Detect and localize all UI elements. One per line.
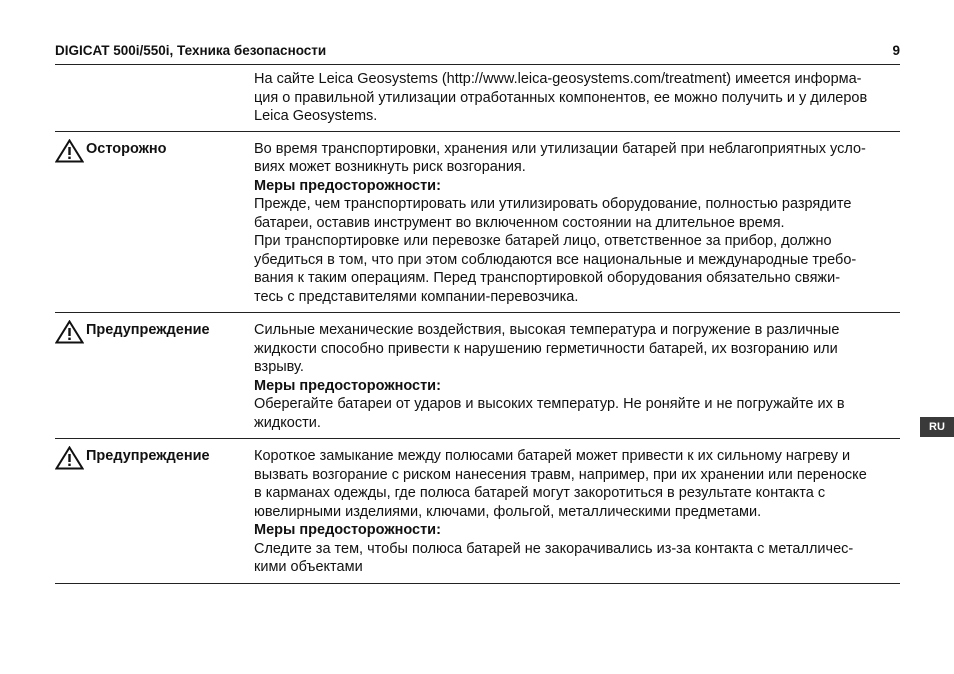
text-line: батареи, оставив инструмент во включенном состоянии на длительное время. (254, 214, 785, 231)
text-line: вания к таким операциям. Перед транспортировкой оборудования обязательно свяжи- (254, 270, 841, 286)
warning-label-text: Предупреждение (86, 322, 210, 338)
warning-row-short-circuit (55, 439, 900, 584)
text-line: Короткое замыкание между полюсами батарей может привести к их сильному нагреву и (254, 448, 851, 464)
text-line: кими объектами (254, 559, 363, 575)
intro-label-column (55, 70, 254, 126)
caution-label-text: Осторожно (86, 140, 167, 157)
warning-row-impact (55, 313, 900, 439)
warning-label (55, 447, 254, 577)
warning-label-text: Предупреждение (86, 448, 210, 464)
warning-text (254, 321, 900, 432)
measures-heading: Меры предосторожности: (254, 377, 441, 394)
text-line: Следите за тем, чтобы полюса батарей не закорачивались из-за контакта с металличес- (254, 540, 854, 557)
text-line: тесь с представителями компании-перевозчика. (254, 288, 579, 305)
warning-triangle-icon (55, 139, 84, 163)
caution-text (254, 140, 900, 307)
text-line: ция о правильной утилизации отработанных компонентов, ее можно получить и у дилеров (254, 89, 868, 106)
page-header (55, 43, 900, 58)
intro-row (55, 68, 900, 132)
caution-label (55, 140, 254, 307)
header-rule (55, 64, 900, 65)
text-line: вызвать возгорание с риском нанесения травм, например, при их хранении или переноске (254, 466, 867, 483)
intro-text (254, 70, 900, 126)
text-line: Во время транспортировки, хранения или утилизации батарей при неблагоприятных усло- (254, 140, 866, 157)
caution-row (55, 132, 900, 314)
measures-heading: Меры предосторожности: (254, 522, 441, 538)
text-line: жидкости способно привести к нарушению герметичности батарей, их возгоранию или (254, 340, 838, 357)
language-tab-label: RU (929, 421, 945, 433)
text-line: взрыву. (254, 359, 304, 375)
text-line: ювелирными изделиями, ключами, фольгой, металлическими предметами. (254, 503, 762, 520)
text-line: На сайте Leica Geosystems (http://www.leica-geosystems.com/treatment) имеется информа- (254, 71, 862, 87)
text-line: Прежде, чем транспортировать или утилизировать оборудование, полностью разрядите (254, 196, 852, 212)
text-line: Leica Geosystems. (254, 108, 378, 124)
measures-heading: Меры предосторожности: (254, 177, 441, 194)
text-line: Оберегайте батареи от ударов и высоких температур. Не роняйте и не погружайте их в (254, 396, 845, 412)
page-number: 9 (892, 43, 900, 58)
warning-triangle-icon (55, 320, 84, 344)
text-line: жидкости. (254, 414, 321, 431)
text-line: убедиться в том, что при этом соблюдаются все национальные и международные требо- (254, 251, 857, 268)
safety-content (55, 68, 900, 584)
text-line: Сильные механические воздействия, высокая температура и погружение в различные (254, 322, 840, 338)
text-line: При транспортировке или перевозке батарей лицо, ответственное за прибор, должно (254, 233, 832, 249)
warning-text (254, 447, 900, 577)
text-line: виях может возникнуть риск возгорания. (254, 159, 526, 175)
language-tab-ru (920, 417, 954, 437)
warning-triangle-icon (55, 446, 84, 470)
document-title: DIGICAT 500i/550i, Техника безопасности (55, 43, 327, 58)
text-line: в карманах одежды, где полюса батарей могут закоротиться в результате контакта с (254, 485, 826, 501)
warning-label (55, 321, 254, 432)
